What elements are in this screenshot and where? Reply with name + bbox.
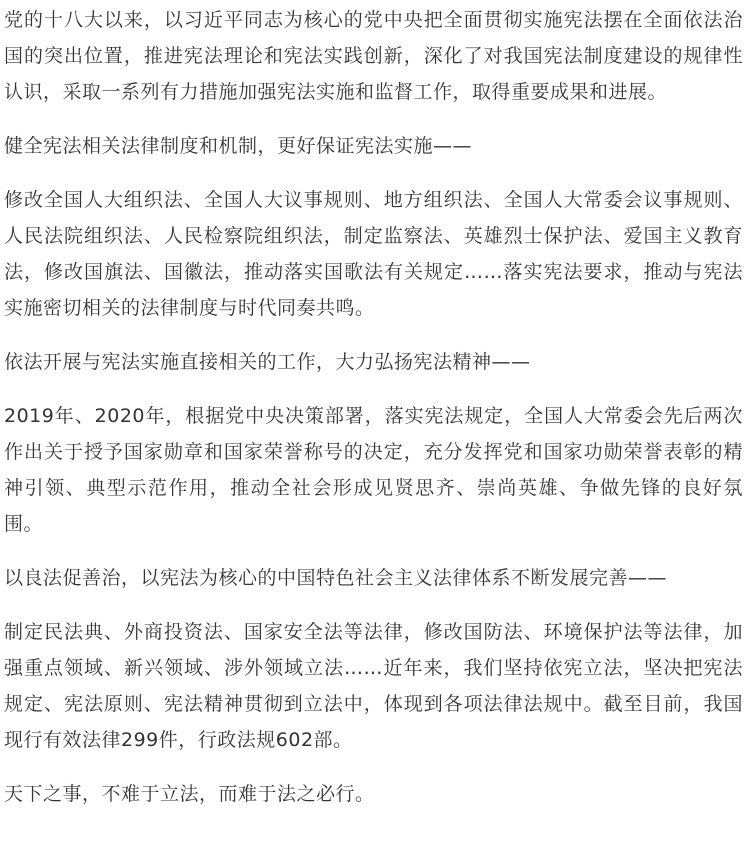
article-body xyxy=(0,2,747,812)
paragraph-honors: 2019年、2020年，根据党中央决策部署，落实宪法规定，全国人大常委会先后两次作出关于授予国家勋章和国家荣誉称号的决定，充分发挥党和国家功勋荣誉表彰的精神引领、典型示范作用，推动全社会形成见贤思齐、崇尚英雄、争做先锋的良好氛围。 xyxy=(4,405,743,535)
section-heading-legal-system: 健全宪法相关法律制度和机制，更好保证宪法实施—— xyxy=(4,135,473,157)
paragraph-intro: 党的十八大以来，以习近平同志为核心的党中央把全面贯彻实施宪法摆在全面依法治国的突出位置，推进宪法理论和宪法实践创新，深化了对我国宪法制度建设的规律性认识，采取一系列有力措施加强宪法实施和监督工作，取得重要成果和进展。 xyxy=(4,9,743,103)
section-heading-good-law: 以良法促善治，以宪法为核心的中国特色社会主义法律体系不断发展完善—— xyxy=(4,567,668,589)
paragraph-legislation: 制定民法典、外商投资法、国家安全法等法律，修改国防法、环境保护法等法律，加强重点领域、新兴领域、涉外领域立法……近年来，我们坚持依宪立法，坚决把宪法规定、宪法原则、宪法精神贯彻到立法中，体现到各项法律法规中。截至目前，我国现行有效法律299件，行政法规602部。 xyxy=(4,621,743,751)
paragraph-closing: 天下之事，不难于立法，而难于法之必行。 xyxy=(4,783,375,805)
paragraph-legal-system: 修改全国人大组织法、全国人大议事规则、地方组织法、全国人大常委会议事规则、人民法院组织法、人民检察院组织法，制定监察法、英雄烈士保护法、爱国主义教育法，修改国旗法、国徽法，推动落实国歌法有关规定……落实宪法要求，推动与宪法实施密切相关的法律制度与时代同奏共鸣。 xyxy=(4,189,743,319)
section-heading-constitutional-spirit: 依法开展与宪法实施直接相关的工作，大力弘扬宪法精神—— xyxy=(4,351,531,373)
